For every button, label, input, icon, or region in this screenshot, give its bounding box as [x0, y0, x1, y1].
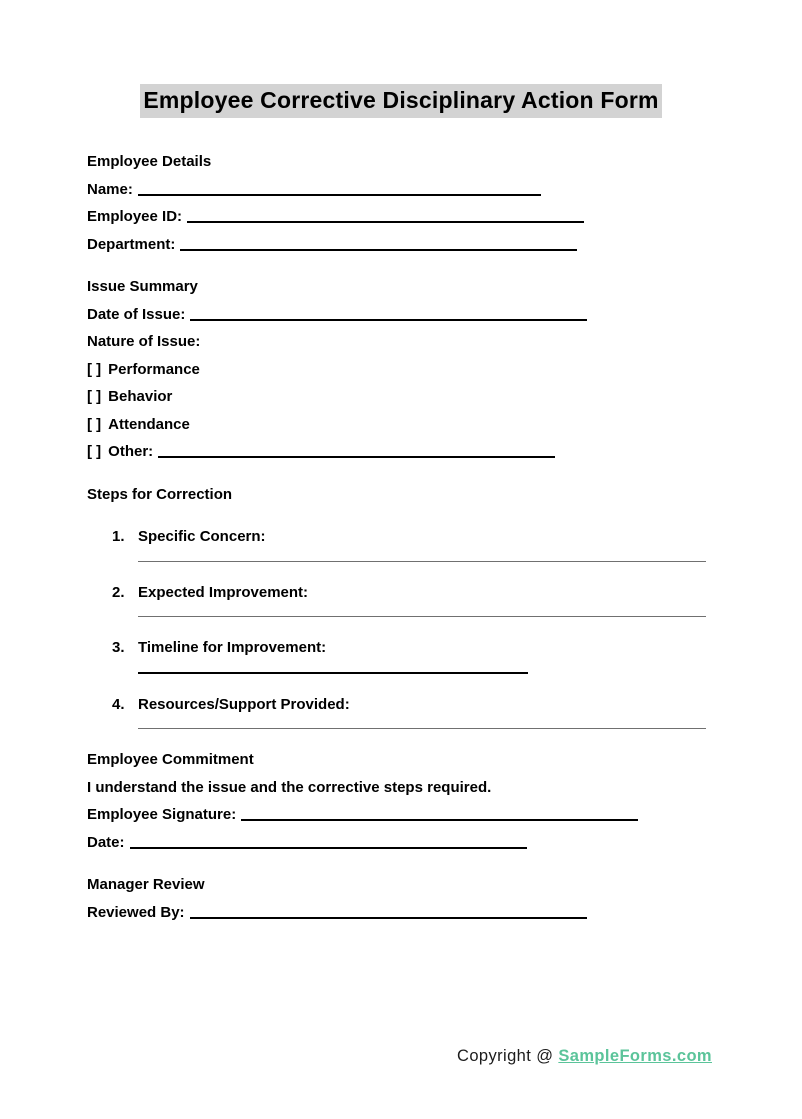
section-manager-review	[87, 871, 707, 926]
other-blank-line[interactable]	[158, 446, 555, 458]
employee-signature-blank-line[interactable]	[241, 809, 638, 821]
checkbox-performance-label: Performance	[108, 360, 200, 378]
date-of-issue-blank-line[interactable]	[190, 309, 587, 321]
section-issue-summary	[87, 273, 707, 466]
reviewed-by-blank-line[interactable]	[190, 907, 587, 919]
name-label: Name:	[87, 180, 133, 198]
timeline-improvement-answer-line[interactable]	[138, 672, 528, 674]
footer	[457, 1047, 712, 1066]
commitment-statement: I understand the issue and the corrective steps required.	[87, 778, 492, 796]
checkbox-attendance-label: Attendance	[108, 415, 190, 433]
steps-list	[87, 523, 707, 729]
page-title: Employee Corrective Disciplinary Action Form	[140, 84, 661, 118]
employee-signature-field	[87, 801, 707, 829]
section-heading: Employee Details	[87, 153, 212, 170]
section-heading: Issue Summary	[87, 278, 198, 295]
step-number: 3.	[112, 639, 125, 656]
checkbox-row-performance	[87, 356, 707, 384]
step-item-1	[87, 523, 707, 562]
section-heading: Employee Commitment	[87, 751, 254, 768]
employee-id-field	[87, 203, 707, 231]
checkbox-performance[interactable]: [ ]	[87, 360, 102, 378]
employee-id-blank-line[interactable]	[187, 211, 584, 223]
checkbox-behavior[interactable]: [ ]	[87, 388, 102, 405]
step-label: Expected Improvement:	[138, 583, 309, 601]
reviewed-by-label: Reviewed By:	[87, 903, 185, 921]
step-label: Specific Concern:	[138, 528, 266, 545]
reviewed-by-field	[87, 899, 707, 927]
step-label: Timeline for Improvement:	[138, 639, 327, 656]
name-blank-line[interactable]	[138, 184, 541, 196]
document-header	[0, 84, 802, 118]
checkbox-row-other	[87, 438, 707, 466]
form-body	[87, 148, 707, 926]
step-number: 2.	[112, 583, 125, 601]
specific-concern-answer-line[interactable]	[138, 561, 706, 562]
commitment-date-label: Date:	[87, 833, 125, 851]
date-of-issue-field	[87, 301, 707, 329]
checkbox-behavior-label: Behavior	[108, 388, 173, 405]
step-item-3	[87, 634, 707, 674]
step-number: 4.	[112, 695, 125, 713]
section-employee-commitment	[87, 746, 707, 856]
section-employee-details	[87, 148, 707, 258]
step-number: 1.	[112, 528, 125, 545]
step-item-4	[87, 691, 707, 730]
department-label: Department:	[87, 235, 176, 253]
name-field	[87, 176, 707, 204]
copyright-text: Copyright @	[457, 1047, 559, 1065]
department-blank-line[interactable]	[180, 239, 577, 251]
checkbox-other[interactable]: [ ]	[87, 443, 102, 460]
commitment-date-blank-line[interactable]	[130, 837, 527, 849]
employee-signature-label: Employee Signature:	[87, 806, 237, 823]
checkbox-row-attendance	[87, 411, 707, 439]
expected-improvement-answer-line[interactable]	[138, 616, 706, 617]
section-heading: Steps for Correction	[87, 485, 233, 503]
date-of-issue-label: Date of Issue:	[87, 305, 186, 323]
employee-id-label: Employee ID:	[87, 208, 183, 225]
nature-of-issue-label: Nature of Issue:	[87, 333, 201, 350]
section-heading: Manager Review	[87, 876, 205, 893]
sampleforms-link[interactable]: SampleForms.com	[558, 1047, 712, 1065]
checkbox-attendance[interactable]: [ ]	[87, 415, 102, 433]
section-steps-for-correction	[87, 481, 707, 730]
commitment-date-field	[87, 829, 707, 857]
step-label: Resources/Support Provided:	[138, 695, 350, 713]
checkbox-row-behavior	[87, 383, 707, 411]
step-item-2	[87, 579, 707, 618]
resources-support-answer-line[interactable]	[138, 728, 706, 729]
department-field	[87, 231, 707, 259]
checkbox-other-label: Other:	[108, 443, 154, 460]
